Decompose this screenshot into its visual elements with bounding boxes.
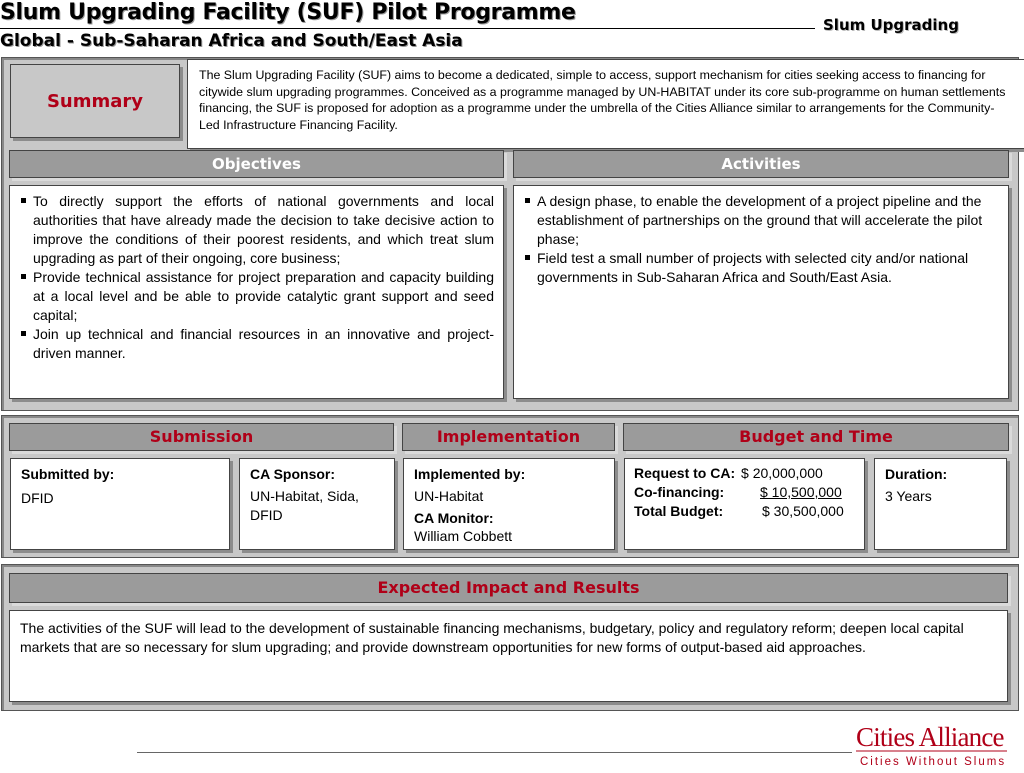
implemented-by-label: Implemented by: bbox=[414, 466, 526, 482]
cofinancing-row bbox=[634, 483, 855, 502]
budget-box bbox=[624, 458, 865, 550]
activity-item: Field test a small number of projects with selected city and/or national governments in Sub-Saharan Africa and South/East Asia. bbox=[523, 249, 999, 287]
cofinancing-value: $ 10,500,000 bbox=[760, 484, 842, 500]
submission-header bbox=[9, 423, 394, 451]
activity-item: A design phase, to enable the development of a project pipeline and the establishment of partnerships on the ground that will accelerate the pilot phase; bbox=[523, 192, 999, 249]
submitted-by-box bbox=[10, 458, 230, 550]
submitted-by-value: DFID bbox=[21, 490, 54, 506]
submission-header-label: Submission bbox=[149, 427, 254, 446]
objective-item: Join up technical and financial resources in an innovative and project-driven manner. bbox=[19, 325, 494, 363]
cities-alliance-logo-graphic bbox=[852, 712, 1012, 768]
objectives-box bbox=[9, 185, 504, 399]
monitor-value: William Cobbett bbox=[414, 528, 513, 544]
summary-label bbox=[10, 64, 180, 138]
svg-text:Cities Alliance: Cities Alliance bbox=[856, 722, 1004, 752]
objectives-header-label: Objectives bbox=[212, 155, 301, 173]
impact-text: The activities of the SUF will lead to the development of sustainable financing mechanisms, budgetary, policy and regulatory reform; deepen local capital markets that are so necessary for slum upgrading; and provide downstream opportunities for new forms of output-based aid approaches. bbox=[20, 620, 964, 655]
activities-header-label: Activities bbox=[721, 155, 801, 173]
sponsor-value: UN-Habitat, Sida, DFID bbox=[250, 488, 359, 523]
sponsor-label: CA Sponsor: bbox=[250, 466, 336, 482]
duration-value: 3 Years bbox=[885, 488, 932, 504]
request-value: $ 20,000,000 bbox=[741, 465, 823, 481]
cofinancing-label: Co-financing: bbox=[634, 484, 725, 500]
budget-header bbox=[623, 423, 1009, 451]
footer-divider bbox=[137, 752, 852, 753]
monitor-label: CA Monitor: bbox=[414, 510, 494, 526]
request-label: Request to CA: bbox=[634, 465, 736, 481]
summary-text: The Slum Upgrading Facility (SUF) aims to become a dedicated, simple to access, support mechanism for cities seeking access to financing for citywide slum upgrading programmes. Conceived as a programme managed by UN-HABITAT under its core sub-programme on human settlements financing, the SUF is proposed for adoption as a programme under the umbrella of the Cities Alliance similar to arrangements for the Community-Led Infrastructure Financing Facility. bbox=[199, 68, 1006, 132]
summary-text-box bbox=[187, 59, 1024, 149]
summary-label-text: Summary bbox=[46, 90, 144, 112]
activities-box bbox=[513, 185, 1009, 399]
activities-header bbox=[513, 150, 1009, 178]
total-label: Total Budget: bbox=[634, 503, 724, 519]
impact-header-label: Expected Impact and Results bbox=[377, 578, 640, 597]
title-divider bbox=[0, 28, 815, 29]
cities-alliance-logo bbox=[852, 712, 1012, 768]
objective-item: To directly support the efforts of national governments and local authorities that have already made the decision to take decisive action to improve the conditions of their poorest residents, and which treat slum upgrading as part of their ongoing, core business; bbox=[19, 192, 494, 268]
request-row bbox=[634, 464, 855, 483]
duration-box bbox=[874, 458, 1007, 550]
svg-text:Cities Without Slums: Cities Without Slums bbox=[860, 756, 1007, 768]
sponsor-box bbox=[239, 458, 395, 550]
objective-item: Provide technical assistance for project preparation and capacity building at a local level and be able to provide catalytic grant support and seed capital; bbox=[19, 268, 494, 325]
impact-header bbox=[9, 573, 1008, 603]
impact-box bbox=[9, 610, 1008, 702]
implementation-header bbox=[402, 423, 615, 451]
section-tag: Slum Upgrading bbox=[823, 16, 959, 34]
total-value: $ 30,500,000 bbox=[762, 503, 844, 519]
objectives-header bbox=[9, 150, 504, 178]
implemented-by-value: UN-Habitat bbox=[414, 488, 484, 504]
page-subtitle: Global - Sub-Saharan Africa and South/East Asia bbox=[0, 31, 463, 51]
duration-label: Duration: bbox=[885, 466, 948, 482]
implementation-header-label: Implementation bbox=[436, 427, 581, 446]
implemented-by-box bbox=[403, 458, 615, 550]
budget-header-label: Budget and Time bbox=[739, 427, 893, 446]
page-title: Slum Upgrading Facility (SUF) Pilot Programme bbox=[0, 0, 576, 25]
submitted-by-label: Submitted by: bbox=[21, 466, 115, 482]
total-row bbox=[634, 502, 855, 521]
